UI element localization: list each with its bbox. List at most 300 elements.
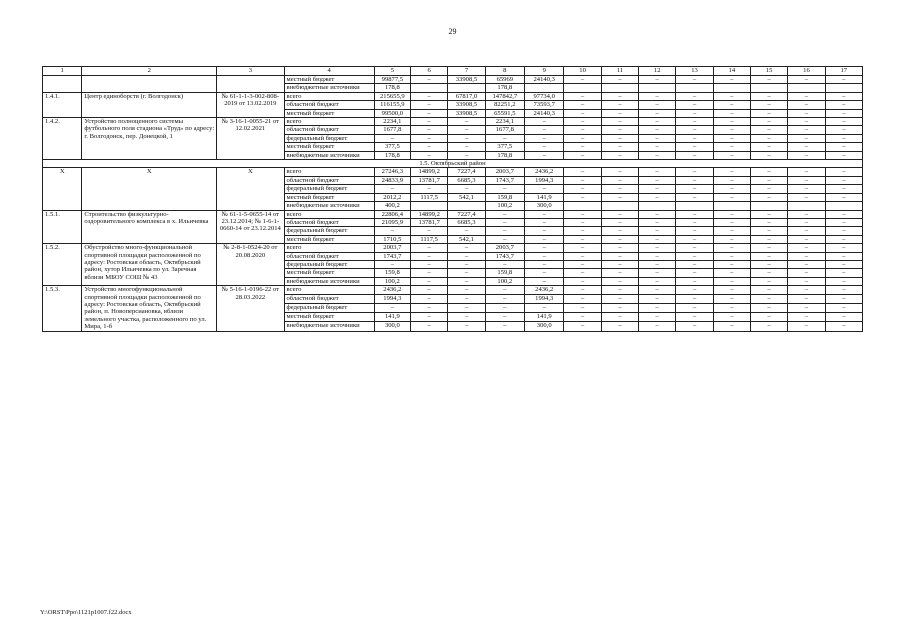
value-cell: – <box>485 286 524 295</box>
value-cell: – <box>676 244 713 252</box>
source-cell: внебюджетные источники <box>284 202 374 210</box>
value-cell: – <box>750 134 787 142</box>
value-cell <box>411 84 448 92</box>
source-cell: всего <box>284 168 374 176</box>
header-cell: 9 <box>525 67 564 76</box>
value-cell: – <box>713 126 750 134</box>
value-cell: – <box>676 313 713 322</box>
value-cell <box>825 202 862 210</box>
item-name: Устройство полноценного системы футбольного поля стадиона «Труд» по адресу: г. Волгодонск, пер. Донецкой, 1 <box>82 118 217 160</box>
value-cell <box>713 202 750 210</box>
value-cell: – <box>485 235 524 243</box>
header-row <box>43 67 863 76</box>
value-cell: 1117,5 <box>411 235 448 243</box>
value-cell: – <box>676 109 713 117</box>
value-cell: – <box>676 193 713 201</box>
item-number: Х <box>43 168 82 210</box>
value-cell: – <box>676 101 713 109</box>
value-cell: – <box>639 118 676 126</box>
value-cell: 24140,3 <box>525 76 564 84</box>
value-cell: 215655,9 <box>374 92 410 100</box>
value-cell: – <box>564 235 601 243</box>
value-cell <box>713 84 750 92</box>
value-cell: – <box>676 118 713 126</box>
value-cell: – <box>750 193 787 201</box>
value-cell: – <box>639 193 676 201</box>
value-cell: – <box>788 151 825 159</box>
value-cell: – <box>601 92 638 100</box>
value-cell: – <box>676 277 713 285</box>
value-cell: – <box>639 269 676 277</box>
value-cell: – <box>713 176 750 184</box>
value-cell: – <box>448 277 485 285</box>
value-cell: – <box>601 227 638 235</box>
value-cell <box>525 84 564 92</box>
value-cell: – <box>411 227 448 235</box>
value-cell: – <box>485 295 524 304</box>
value-cell: – <box>676 260 713 268</box>
value-cell: 33908,5 <box>448 101 485 109</box>
value-cell: – <box>564 92 601 100</box>
value-cell: – <box>525 210 564 218</box>
header-cell: 13 <box>676 67 713 76</box>
value-cell: – <box>676 227 713 235</box>
value-cell: – <box>825 235 862 243</box>
value-cell <box>750 84 787 92</box>
value-cell: – <box>525 244 564 252</box>
value-cell: – <box>825 109 862 117</box>
value-cell: 178,8 <box>485 151 524 159</box>
value-cell: – <box>525 126 564 134</box>
value-cell: 2003,7 <box>485 168 524 176</box>
value-cell: – <box>639 252 676 260</box>
value-cell: – <box>750 244 787 252</box>
value-cell: – <box>525 118 564 126</box>
value-cell <box>601 84 638 92</box>
item-name <box>82 76 217 93</box>
value-cell: – <box>750 101 787 109</box>
value-cell: – <box>411 304 448 313</box>
value-cell: – <box>448 143 485 151</box>
value-cell <box>639 84 676 92</box>
value-cell: – <box>564 260 601 268</box>
value-cell: – <box>713 277 750 285</box>
value-cell: – <box>639 260 676 268</box>
value-cell: 13781,7 <box>411 176 448 184</box>
source-cell: федеральный бюджет <box>284 185 374 193</box>
value-cell: – <box>788 193 825 201</box>
value-cell: – <box>676 269 713 277</box>
value-cell: – <box>564 277 601 285</box>
value-cell: 73593,7 <box>525 101 564 109</box>
value-cell: – <box>788 143 825 151</box>
value-cell: – <box>564 244 601 252</box>
source-cell: внебюджетные источники <box>284 322 374 331</box>
table-row <box>43 168 863 176</box>
value-cell: – <box>713 134 750 142</box>
value-cell: – <box>525 218 564 226</box>
value-cell: – <box>713 193 750 201</box>
value-cell: – <box>825 244 862 252</box>
value-cell <box>564 84 601 92</box>
value-cell: – <box>564 322 601 331</box>
value-cell: – <box>485 210 524 218</box>
value-cell: – <box>601 322 638 331</box>
item-number: 1.4.2. <box>43 118 82 160</box>
value-cell: – <box>601 185 638 193</box>
value-cell: – <box>601 295 638 304</box>
value-cell: – <box>564 269 601 277</box>
financing-table <box>42 66 863 332</box>
value-cell <box>411 202 448 210</box>
value-cell: 67817,0 <box>448 92 485 100</box>
value-cell: – <box>411 260 448 268</box>
value-cell: 1994,3 <box>525 295 564 304</box>
value-cell: – <box>411 277 448 285</box>
value-cell: – <box>525 185 564 193</box>
value-cell: – <box>825 101 862 109</box>
header-cell: 17 <box>825 67 862 76</box>
value-cell: – <box>411 185 448 193</box>
value-cell: – <box>788 101 825 109</box>
header-cell: 16 <box>788 67 825 76</box>
header-cell: 5 <box>374 67 410 76</box>
source-cell: местный бюджет <box>284 109 374 117</box>
value-cell: – <box>525 304 564 313</box>
source-cell: областной бюджет <box>284 252 374 260</box>
value-cell: 100,2 <box>485 277 524 285</box>
value-cell: 1994,3 <box>374 295 410 304</box>
value-cell: – <box>676 134 713 142</box>
value-cell <box>639 202 676 210</box>
value-cell: – <box>750 277 787 285</box>
value-cell: – <box>564 126 601 134</box>
source-cell: внебюджетные источники <box>284 277 374 285</box>
value-cell: – <box>750 235 787 243</box>
value-cell: – <box>713 218 750 226</box>
value-cell <box>676 202 713 210</box>
value-cell: 1710,5 <box>374 235 410 243</box>
value-cell: 141,9 <box>525 193 564 201</box>
value-cell: – <box>676 210 713 218</box>
value-cell: – <box>788 260 825 268</box>
value-cell: – <box>788 126 825 134</box>
value-cell: 377,5 <box>374 143 410 151</box>
source-cell: всего <box>284 286 374 295</box>
header-cell: 3 <box>217 67 284 76</box>
value-cell: – <box>448 252 485 260</box>
value-cell: – <box>525 143 564 151</box>
value-cell: – <box>639 176 676 184</box>
value-cell: – <box>485 134 524 142</box>
table-body-after <box>43 168 863 331</box>
value-cell: – <box>788 185 825 193</box>
section-title: 1.5. Октябрьский район <box>43 160 863 168</box>
header-cell: 14 <box>713 67 750 76</box>
value-cell: – <box>825 277 862 285</box>
source-cell: областной бюджет <box>284 218 374 226</box>
value-cell: 99877,5 <box>374 76 410 84</box>
value-cell: – <box>825 269 862 277</box>
value-cell: – <box>788 227 825 235</box>
value-cell: – <box>788 235 825 243</box>
value-cell: – <box>788 313 825 322</box>
value-cell: – <box>564 227 601 235</box>
value-cell: – <box>713 227 750 235</box>
value-cell: – <box>601 168 638 176</box>
value-cell: 2234,1 <box>374 118 410 126</box>
source-cell: областной бюджет <box>284 176 374 184</box>
value-cell: – <box>788 218 825 226</box>
value-cell: 82251,2 <box>485 101 524 109</box>
value-cell: 2012,2 <box>374 193 410 201</box>
header-cell: 8 <box>485 67 524 76</box>
value-cell <box>750 202 787 210</box>
value-cell: 178,8 <box>485 84 524 92</box>
value-cell <box>448 84 485 92</box>
value-cell: – <box>564 168 601 176</box>
value-cell: – <box>639 168 676 176</box>
value-cell: – <box>485 227 524 235</box>
value-cell: – <box>750 227 787 235</box>
value-cell: – <box>601 252 638 260</box>
source-cell: федеральный бюджет <box>284 304 374 313</box>
value-cell: – <box>448 227 485 235</box>
value-cell: – <box>639 304 676 313</box>
value-cell: – <box>788 295 825 304</box>
value-cell: 33908,5 <box>448 109 485 117</box>
header-cell: 11 <box>601 67 638 76</box>
value-cell: – <box>639 185 676 193</box>
value-cell: – <box>639 277 676 285</box>
value-cell: – <box>713 304 750 313</box>
value-cell <box>564 202 601 210</box>
value-cell: – <box>564 118 601 126</box>
value-cell: – <box>788 134 825 142</box>
value-cell: – <box>601 210 638 218</box>
item-document: № 5-16-1-0196-22 от 28.03.2022 <box>217 286 284 331</box>
value-cell: – <box>564 185 601 193</box>
item-document: № 61-1-5-0655-14 от 23.12.2014; № 1-6-1-0660-14 от 23.12.2014 <box>217 210 284 244</box>
value-cell: – <box>448 185 485 193</box>
value-cell: – <box>750 168 787 176</box>
value-cell <box>601 202 638 210</box>
table-row <box>43 286 863 295</box>
value-cell: – <box>411 109 448 117</box>
value-cell: 159,8 <box>374 269 410 277</box>
value-cell: – <box>825 260 862 268</box>
value-cell: – <box>601 76 638 84</box>
value-cell: – <box>713 235 750 243</box>
value-cell: – <box>639 143 676 151</box>
value-cell: – <box>564 193 601 201</box>
value-cell: 24140,3 <box>525 109 564 117</box>
value-cell: 14899,2 <box>411 210 448 218</box>
value-cell: – <box>676 235 713 243</box>
value-cell: – <box>825 286 862 295</box>
item-document: № 2-8-1-0524-20 от 20.08.2020 <box>217 244 284 286</box>
value-cell: 1994,3 <box>525 176 564 184</box>
value-cell: – <box>601 143 638 151</box>
value-cell: 147842,7 <box>485 92 524 100</box>
value-cell: – <box>713 143 750 151</box>
value-cell: – <box>601 313 638 322</box>
value-cell: – <box>639 227 676 235</box>
value-cell: – <box>750 269 787 277</box>
value-cell: – <box>825 227 862 235</box>
value-cell: – <box>564 176 601 184</box>
value-cell: – <box>374 185 410 193</box>
value-cell: – <box>825 134 862 142</box>
value-cell: – <box>639 218 676 226</box>
value-cell: – <box>564 218 601 226</box>
value-cell: – <box>750 286 787 295</box>
value-cell: – <box>788 244 825 252</box>
value-cell: – <box>713 244 750 252</box>
value-cell: 2436,2 <box>525 168 564 176</box>
value-cell: – <box>825 92 862 100</box>
value-cell: 6685,3 <box>448 176 485 184</box>
value-cell: – <box>411 134 448 142</box>
value-cell: – <box>564 286 601 295</box>
value-cell: – <box>788 118 825 126</box>
item-name: Обустройство много-функциональной спортивной площадки расположенной по адресу: Ростовская область, Октябрьский район, хутор Ильичевка по ул. Заречная вблизи МБОУ СОШ № 43 <box>82 244 217 286</box>
value-cell: 97734,0 <box>525 92 564 100</box>
value-cell: – <box>713 168 750 176</box>
source-cell: областной бюджет <box>284 101 374 109</box>
value-cell: – <box>448 134 485 142</box>
value-cell: – <box>713 286 750 295</box>
source-cell: областной бюджет <box>284 295 374 304</box>
value-cell: – <box>750 260 787 268</box>
header-cell: 6 <box>411 67 448 76</box>
value-cell: 178,8 <box>374 151 410 159</box>
value-cell: 6685,3 <box>448 218 485 226</box>
value-cell: 2234,1 <box>485 118 524 126</box>
value-cell: – <box>750 176 787 184</box>
value-cell: – <box>788 277 825 285</box>
value-cell: – <box>411 286 448 295</box>
value-cell: 300,0 <box>374 322 410 331</box>
value-cell: – <box>713 313 750 322</box>
value-cell: 1743,7 <box>485 176 524 184</box>
value-cell: – <box>448 286 485 295</box>
value-cell: – <box>601 277 638 285</box>
value-cell: – <box>639 92 676 100</box>
value-cell: – <box>750 322 787 331</box>
value-cell: – <box>750 218 787 226</box>
value-cell: – <box>676 176 713 184</box>
value-cell: – <box>639 151 676 159</box>
value-cell: – <box>788 304 825 313</box>
value-cell <box>788 202 825 210</box>
source-cell: внебюджетные источники <box>284 151 374 159</box>
value-cell: – <box>788 176 825 184</box>
value-cell: – <box>825 185 862 193</box>
value-cell: – <box>448 118 485 126</box>
value-cell: – <box>825 143 862 151</box>
value-cell: 141,9 <box>374 313 410 322</box>
value-cell: 542,1 <box>448 235 485 243</box>
value-cell: – <box>825 304 862 313</box>
value-cell: 1677,8 <box>374 126 410 134</box>
value-cell: – <box>564 143 601 151</box>
value-cell: – <box>525 134 564 142</box>
value-cell: – <box>713 269 750 277</box>
value-cell: – <box>601 118 638 126</box>
value-cell: – <box>676 76 713 84</box>
value-cell: 14899,2 <box>411 168 448 176</box>
value-cell: – <box>676 126 713 134</box>
source-cell: местный бюджет <box>284 76 374 84</box>
value-cell: – <box>564 313 601 322</box>
header-cell: 2 <box>82 67 217 76</box>
value-cell: – <box>788 322 825 331</box>
value-cell: – <box>411 322 448 331</box>
value-cell: 33908,5 <box>448 76 485 84</box>
table-row <box>43 210 863 218</box>
value-cell: – <box>788 269 825 277</box>
value-cell: 2003,7 <box>485 244 524 252</box>
value-cell: – <box>448 313 485 322</box>
value-cell: – <box>639 244 676 252</box>
value-cell: – <box>713 252 750 260</box>
value-cell: 377,5 <box>485 143 524 151</box>
source-cell: всего <box>284 118 374 126</box>
value-cell: 22806,4 <box>374 210 410 218</box>
value-cell: – <box>713 76 750 84</box>
value-cell: – <box>411 118 448 126</box>
value-cell: – <box>676 295 713 304</box>
value-cell: – <box>750 252 787 260</box>
value-cell: 400,2 <box>374 202 410 210</box>
value-cell: – <box>411 313 448 322</box>
item-number: 1.5.1. <box>43 210 82 244</box>
value-cell: – <box>676 322 713 331</box>
value-cell: – <box>825 218 862 226</box>
value-cell: – <box>713 322 750 331</box>
value-cell: – <box>601 244 638 252</box>
value-cell: – <box>411 92 448 100</box>
value-cell: 99500,0 <box>374 109 410 117</box>
item-number: 1.4.1. <box>43 92 82 117</box>
value-cell: – <box>788 168 825 176</box>
value-cell: – <box>788 210 825 218</box>
value-cell: – <box>564 210 601 218</box>
item-document: Х <box>217 168 284 210</box>
section-row <box>43 160 863 168</box>
value-cell: – <box>411 244 448 252</box>
value-cell: – <box>411 76 448 84</box>
value-cell: – <box>485 313 524 322</box>
value-cell: – <box>750 151 787 159</box>
value-cell: 21095,9 <box>374 218 410 226</box>
value-cell: – <box>525 260 564 268</box>
value-cell: 116155,9 <box>374 101 410 109</box>
value-cell: – <box>601 260 638 268</box>
value-cell: – <box>485 185 524 193</box>
source-cell: федеральный бюджет <box>284 134 374 142</box>
value-cell: 159,8 <box>485 193 524 201</box>
value-cell <box>825 84 862 92</box>
value-cell: 27246,3 <box>374 168 410 176</box>
value-cell: – <box>676 151 713 159</box>
value-cell: – <box>825 313 862 322</box>
value-cell: 141,9 <box>525 313 564 322</box>
value-cell: – <box>448 260 485 268</box>
source-cell: всего <box>284 244 374 252</box>
value-cell: – <box>639 295 676 304</box>
